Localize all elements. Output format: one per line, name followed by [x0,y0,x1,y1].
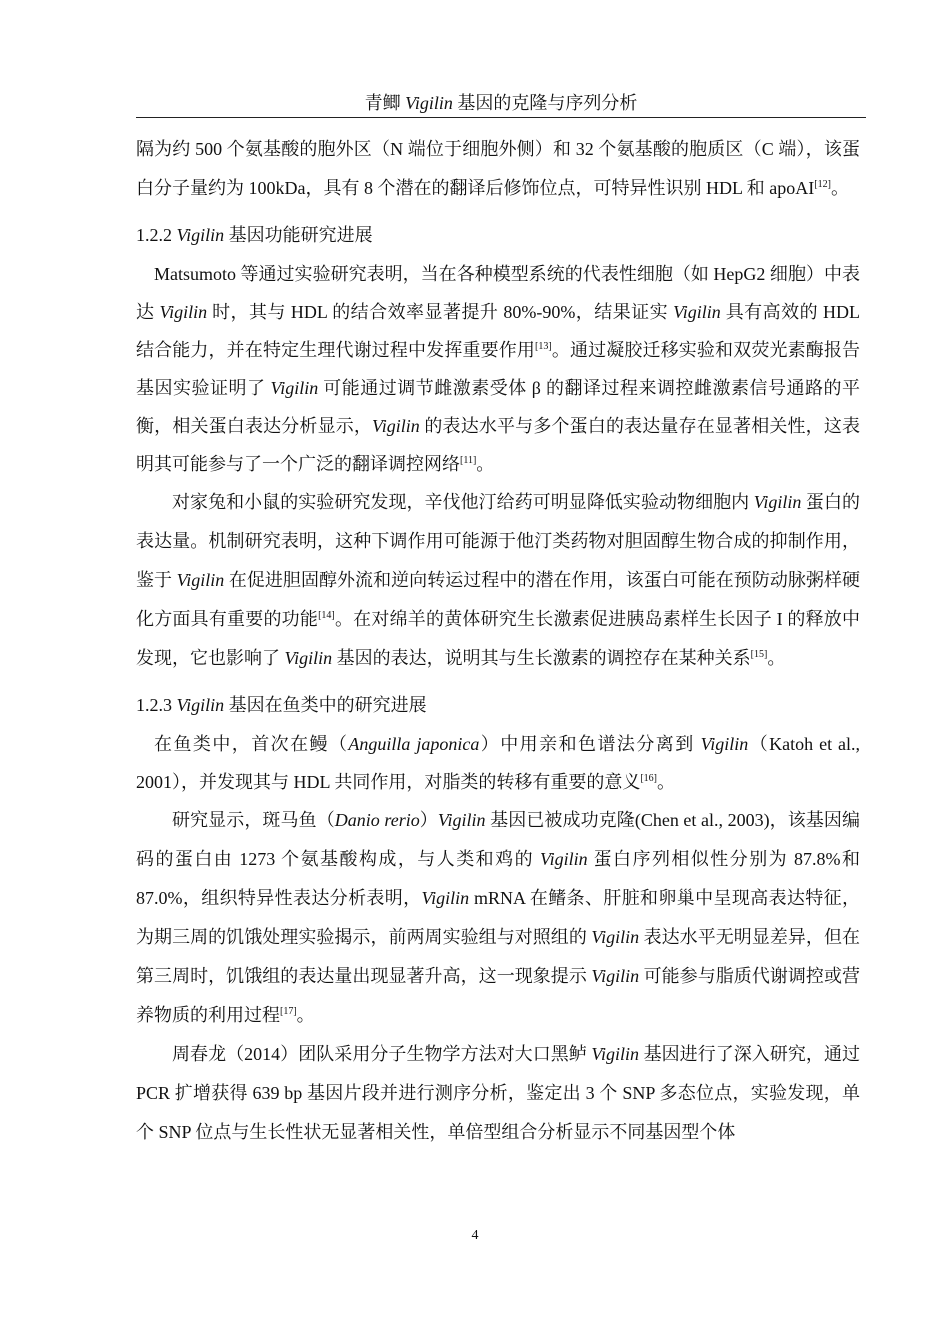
citation: [14] [318,610,335,621]
paragraph-zebrafish-study: 研究显示，斑马鱼（Danio rerio）Vigilin 基因已被成功克隆(Chen et al., 2003)，该基因编码的蛋白由 1273 个氨基酸构成，与人类和鸡的 Vigilin 蛋白序列相似性分别为 87.8%和 87.0%，组织特异性表达分析表明，Vigilin mRNA 在鳍条、肝脏和卵巢中呈现高表达特征，为期三周的饥饿处理实验揭示，前两周实验组与对照组的 Vigilin 表达水平无明显差异，但在第三周时，饥饿组的表达量出现显著升高，这一现象提示 Vigilin 可能参与脂质代谢调控或营养物质的利用过程[17]。 [136,810,860,1025]
page-body [136,130,860,1152]
paragraph-eel-study: 在鱼类中，首次在鳗（Anguilla japonica）中用亲和色谱法分离到 Vigilin（Katoh et al., 2001），并发现其与 HDL 共同作用，对脂类的转移有重要的意义[16]。 [136,734,860,792]
section-heading-1-2-2: 1.2.2 Vigilin 基因功能研究进展 [136,225,373,245]
citation: [13] [535,341,552,352]
paragraph-statin-study: 对家兔和小鼠的实验研究发现，辛伐他汀给药可明显降低实验动物细胞内 Vigilin 蛋白的表达量。机制研究表明，这种下调作用可能源于他汀类药物对胆固醇生物合成的抑制作用，鉴于 Vigilin 在促进胆固醇外流和逆向转运过程中的潜在作用，该蛋白可能在预防动脉粥样硬化方面具有重要的功能[14]。在对绵羊的黄体研究生长激素促进胰岛素样生长因子 I 的释放中发现，它也影响了 Vigilin 基因的表达，说明其与生长激素的调控存在某种关系[15]。 [136,492,861,668]
citation: [12] [814,179,831,190]
paragraph-function-research: Matsumoto 等通过实验研究表明，当在各种模型系统的代表性细胞（如 HepG2 细胞）中表达 Vigilin 时，其与 HDL 的结合效率显著提升 80%-90%，结果证实 Vigilin 具有高效的 HDL 结合能力，并在特定生理代谢过程中发挥重要作用[13]。通过凝胶迁移实验和双荧光素酶报告基因实验证明了 Vigilin 可能通过调节雌激素受体 β 的翻译过程来调控雌激素信号通路的平衡，相关蛋白表达分析显示，Vigilin 的表达水平与多个蛋白的表达量存在显著相关性，这表明其可能参与了一个广泛的翻译调控网络[11]。 [136,264,861,474]
citation: [11] [460,455,477,466]
section-heading-1-2-3: 1.2.3 Vigilin 基因在鱼类中的研究进展 [136,695,427,715]
citation: [16] [640,773,657,784]
header-rule [136,117,866,118]
paragraph-receptor-structure: 隔为约 500 个氨基酸的胞外区（N 端位于细胞外侧）和 32 个氨基酸的胞质区（C 端），该蛋白分子量约为 100kDa，具有 8 个潜在的翻译后修饰位点，可特异性识别 HDL 和 apoAI[12]。 [136,139,860,198]
citation: [15] [750,649,768,660]
citation: [17] [280,1006,297,1017]
running-header: 青鲫 Vigilin 基因的克隆与序列分析 [364,93,638,113]
page-number: 4 [471,1228,479,1243]
paragraph-bass-study: 周春龙（2014）团队采用分子生物学方法对大口黑鲈 Vigilin 基因进行了深入研究，通过 PCR 扩增获得 639 bp 基因片段并进行测序分析，鉴定出 3 个 SNP 多态位点，实验发现，单个 SNP 位点与生长性状无显著相关性，单倍型组合分析显示不同基因型个体 [136,1044,861,1142]
